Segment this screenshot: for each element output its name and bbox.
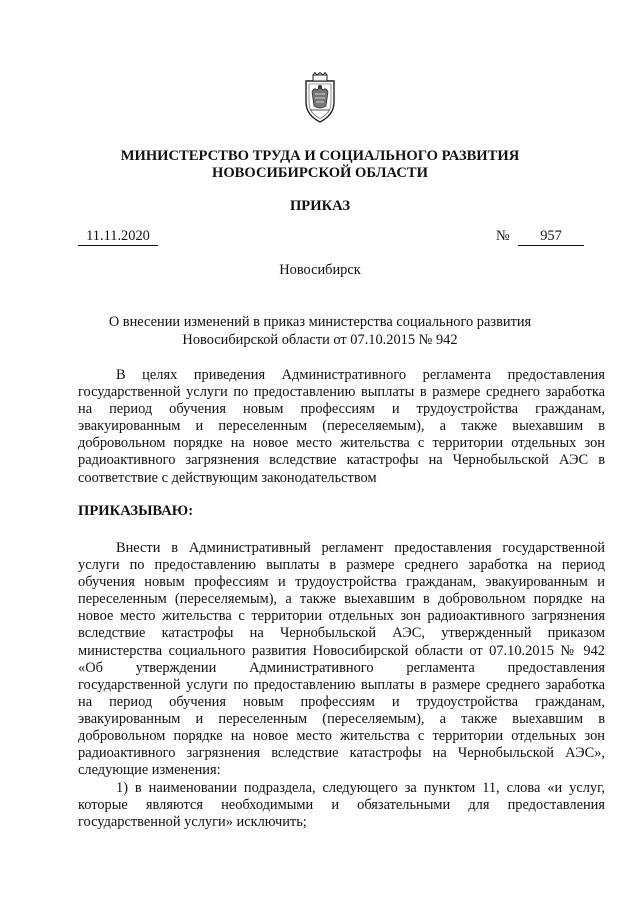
city-name: Новосибирск — [279, 262, 361, 278]
text-line: вследствие катастрофы на Чернобыльской АЭС, утвержденный приказом — [78, 625, 605, 642]
order-title: ПРИКАЗ — [289, 198, 351, 214]
text-line: следующие изменения: — [78, 762, 221, 779]
text-line: на период обучения новым профессиям и трудоустройства гражданам, — [78, 401, 605, 418]
text-line: государственной услуги по предоставлению выплаты в размере среднего заработка — [78, 384, 605, 401]
text-line: В целях приведения Административного регламента предоставления — [116, 367, 605, 383]
text-line: государственной услуги» исключить; — [78, 814, 307, 831]
order-subject-line-2: Новосибирской области от 07.10.2015 № 942 — [182, 332, 458, 348]
ministry-name-line-1: МИНИСТЕРСТВО ТРУДА И СОЦИАЛЬНОГО РАЗВИТИЯ — [120, 148, 520, 164]
text-line: Внести в Административный регламент предоставления государственной — [116, 540, 605, 556]
text-line: добровольном порядке на новое место жительства с территории отдельных зон — [78, 435, 605, 452]
order-subject-line-1: О внесении изменений в приказ министерства социального развития — [108, 314, 532, 330]
text-line: государственной услуги по предоставлению выплаты в размере среднего заработка — [78, 676, 605, 693]
item-1-paragraph — [78, 780, 605, 831]
text-line: услуги по предоставлению выплаты в размере среднего заработка на период — [78, 557, 605, 574]
text-line: обучения новым профессиям и трудоустройства гражданам, эвакуированным и — [78, 574, 605, 591]
order-subject — [0, 313, 640, 349]
coat-of-arms-emblem — [300, 72, 340, 124]
order-number: 957 — [518, 228, 584, 246]
text-line: радиоактивного загрязнения вследствие катастрофы на Чернобыльской АЭС в — [78, 452, 605, 469]
text-line: 1) в наименовании подраздела, следующего за пунктом 11, слова «и услуг, — [116, 780, 605, 796]
text-line: новое место жительства с территории отдельных зон радиоактивного загрязнения — [78, 608, 605, 625]
text-line: радиоактивного загрязнения вследствие катастрофы на Чернобыльской АЭС», — [78, 745, 605, 762]
text-line: переселенным (переселяемым), а также выехавшим в добровольном порядке на — [78, 591, 605, 608]
body-paragraph — [78, 540, 605, 779]
text-line: добровольном порядке на новое место жительства с территории отдельных зон — [78, 728, 605, 745]
text-line: министерства социального развития Новосибирской области от 07.10.2015 № 942 — [78, 642, 605, 659]
preamble-paragraph — [78, 367, 605, 487]
text-line: на период обучения новым профессиям и трудоустройства гражданам, — [78, 693, 605, 710]
text-line: эвакуированным и переселенным (переселяемым), а также выехавшим в — [78, 418, 605, 435]
order-number-sign: № — [496, 228, 510, 244]
text-line: которые являются необходимыми и обязательными для предоставления — [78, 797, 605, 814]
text-line: эвакуированным и переселенным (переселяемым), а также выехавшим в — [78, 710, 605, 727]
ministry-name-line-2: НОВОСИБИРСКОЙ ОБЛАСТИ — [211, 165, 428, 181]
text-line: соответствие с действующим законодательством — [78, 469, 377, 486]
decree-heading: ПРИКАЗЫВАЮ: — [78, 503, 194, 519]
ministry-name — [0, 148, 640, 182]
text-line: «Об утверждении Административного регламента предоставления — [78, 659, 605, 676]
order-date: 11.11.2020 — [78, 228, 158, 246]
